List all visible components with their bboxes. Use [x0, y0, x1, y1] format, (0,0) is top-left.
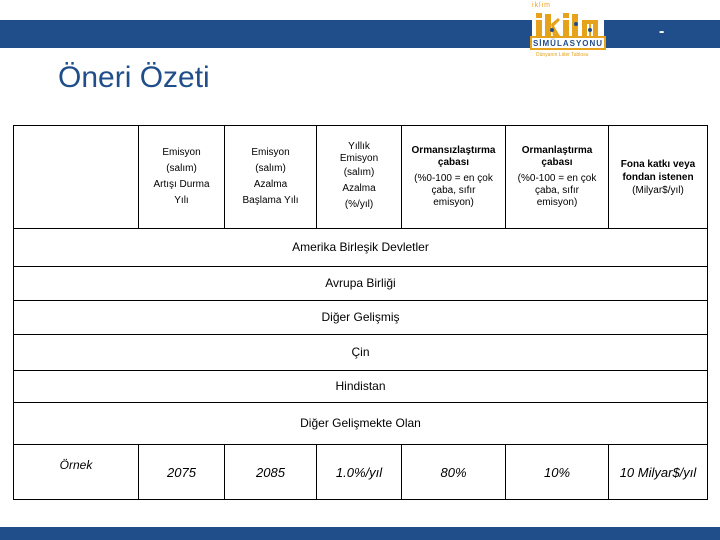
- example-value-fund: 10 Milyar$/yıl: [609, 445, 708, 500]
- col-header-line: Başlama Yılı: [242, 195, 299, 206]
- col-header-line: Emisyon: [339, 153, 379, 164]
- row-label-other-developed: Diğer Gelişmiş: [14, 301, 708, 335]
- col-header-line: Fona katkı veya: [620, 158, 696, 170]
- header-bar: [0, 20, 720, 48]
- example-value-start-year: 2085: [225, 445, 317, 500]
- col-header-line: (salım): [166, 163, 197, 174]
- row-label-eu: Avrupa Birliği: [14, 267, 708, 301]
- col-header-line: fondan istenen: [622, 171, 694, 183]
- example-value-peak-year: 2075: [139, 445, 225, 500]
- row-label-india: Hindistan: [14, 371, 708, 403]
- col-header-line: (salım): [255, 163, 286, 174]
- example-value-annual-reduction: 1.0%/yıl: [317, 445, 402, 500]
- col-header-line: Emisyon: [162, 147, 201, 158]
- iklim-simulasyonu-logo: [530, 2, 606, 64]
- header-row: [14, 126, 708, 229]
- example-row: [14, 445, 708, 500]
- row-label-other-developing: Diğer Gelişmekte Olan: [14, 403, 708, 445]
- logo-top-text: iklim: [532, 2, 551, 9]
- col-header-line: emisyon): [433, 197, 474, 208]
- example-value-afforestation: 10%: [506, 445, 609, 500]
- logo-simulasyonu-box: SİMÜLASYONU: [530, 36, 606, 50]
- example-value-deforestation: 80%: [402, 445, 506, 500]
- col-header-line: Emisyon: [251, 147, 290, 158]
- col-header-line: çaba, sıfır: [535, 185, 579, 196]
- col-header-line: (salım): [343, 167, 375, 178]
- col-header-line: Azalma: [253, 179, 288, 190]
- col-header-line: Yıllık: [348, 141, 370, 152]
- col-header-annual-reduction: [317, 126, 402, 229]
- col-header-line: (%0-100 = en çok: [414, 173, 493, 184]
- page-title: Öneri Özeti: [58, 61, 210, 94]
- col-header-line: çabası: [437, 157, 470, 168]
- col-header-emission-peak-year: [139, 126, 225, 229]
- row-label-china: Çin: [14, 335, 708, 371]
- table-row: [14, 301, 708, 335]
- col-header-line: çabası: [541, 157, 573, 168]
- footer-bar: [0, 527, 720, 540]
- col-header-deforestation-effort: [402, 126, 506, 229]
- table-row: [14, 403, 708, 445]
- header-dash: -: [659, 23, 665, 40]
- col-header-line: Ormanlaştırma: [521, 145, 593, 156]
- col-header-line: Ormansızlaştırma: [411, 145, 496, 156]
- col-header-line: (%/yıl): [344, 199, 374, 210]
- table-row: [14, 267, 708, 301]
- col-header-line: (%0-100 = en çok: [517, 173, 597, 184]
- col-header-line: (Milyar$/yıl): [632, 184, 684, 196]
- example-label: Örnek: [14, 445, 139, 500]
- col-header-reduction-start-year: [225, 126, 317, 229]
- corner-cell: [14, 126, 139, 229]
- table-row: [14, 335, 708, 371]
- col-header-line: Azalma: [342, 183, 376, 194]
- logo-subtitle: Dünyanın Lider Tablosu: [536, 52, 589, 58]
- logo-wordmark-icon: [532, 10, 604, 38]
- col-header-line: emisyon): [536, 197, 578, 208]
- col-header-afforestation-effort: [506, 126, 609, 229]
- row-label-usa: Amerika Birleşik Devletler: [14, 229, 708, 267]
- col-header-line: Artışı Durma: [153, 179, 210, 190]
- col-header-line: Yılı: [174, 195, 189, 206]
- table-row: [14, 229, 708, 267]
- table-row: [14, 371, 708, 403]
- summary-table: [13, 125, 708, 500]
- col-header-line: çaba, sıfır: [431, 185, 476, 196]
- col-header-fund-contribution: [609, 126, 708, 229]
